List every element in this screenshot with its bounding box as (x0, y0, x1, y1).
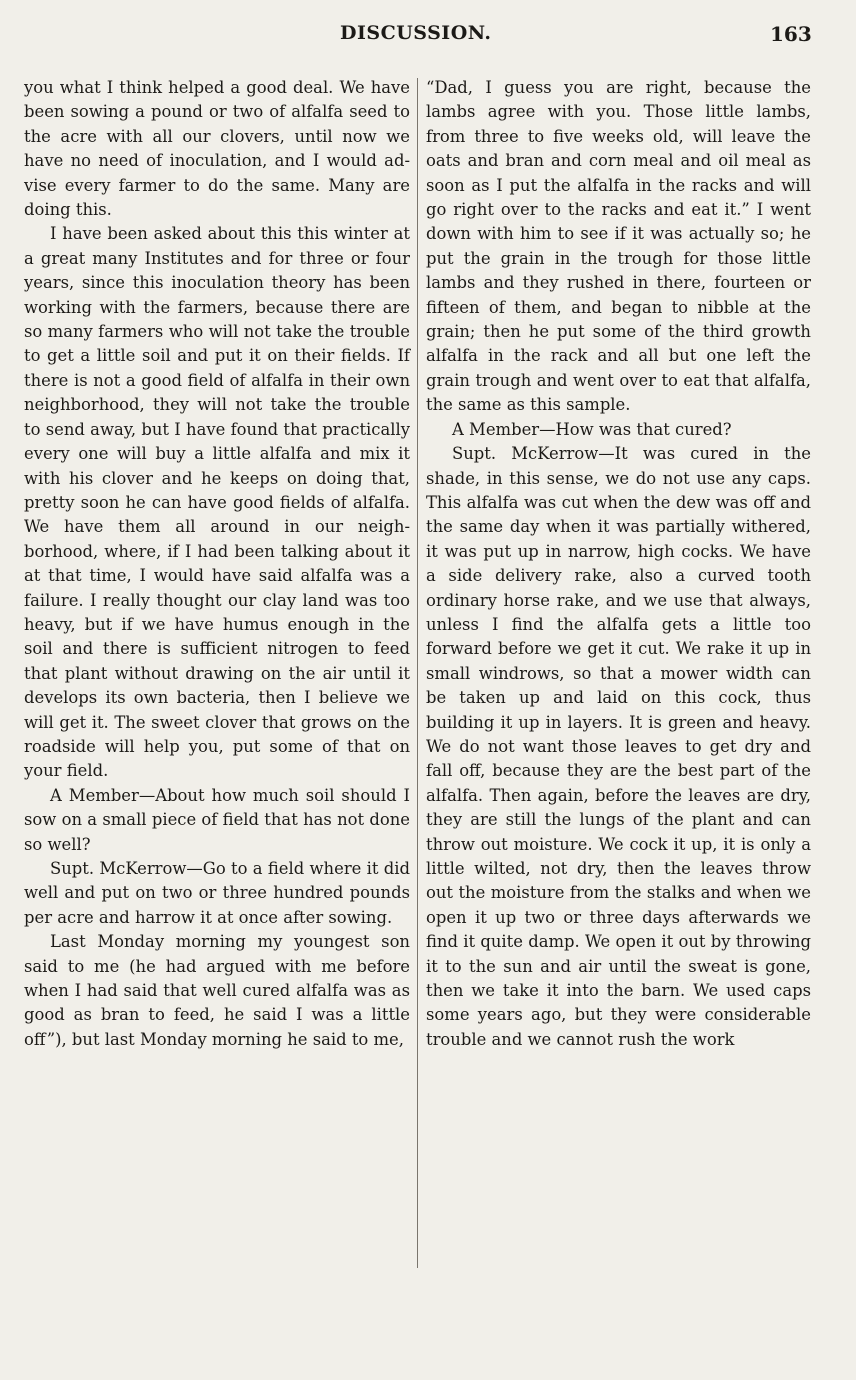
page-number: 163 (770, 22, 812, 46)
column-divider (417, 78, 418, 1268)
right-column (426, 76, 811, 1052)
paragraph: I have been asked about this this winter at a great many Institutes and for three or four years, since this inoculation theory has been working with the farmers, because there are so many farmers who will not take the trouble to get a little soil and put it on their fields. If there is not a good field of alfalfa in their own neighborhood, they will not take the trouble to send away, but I have found that practically every one will buy a little alfalfa and mix it with his clover and he keeps on doing that, pretty soon he can have good fields of alfalfa. We have them all around in our neighborhood, where, if I had been talking about it at that time, I would have said alfalfa was a failure. I really thought our clay land was too heavy, but if we have humus enough in the soil and there is sufficient nitrogen to feed that plant without drawing on the air until it develops its own bacteria, then I believe we will get it. The sweet clover that grows on the roadside will help you, put some of that on your field. (24, 224, 410, 781)
left-column (24, 76, 410, 1052)
paragraph: Last Monday morning my youngest son said to me (he had argued with me before when I had said that well cured alfalfa was as good as bran to feed, he said I was a little off”), but last Monday morning he said to me, (24, 932, 410, 1049)
paragraph: A Member—How was that cured? (452, 419, 732, 439)
paragraph: Supt. McKerrow—It was cured in the shade, in this sense, we do not use any caps. This alfalfa was cut when the dew was off and the same day when it was partially withered, it was put up in narrow, high cocks. We have a side delivery rake, also a curved tooth ordinary horse rake, and we use that always, unless I find the alfalfa gets a little too forward before we get it cut. We rake it up in small windrows, so that a mower width can be taken up and laid on this cock, thus building it up in layers. It is green and heavy. We do not want those leaves to get dry and fall off, because they are the best part of the alfalfa. Then again, before the leaves are dry, they are still the lungs of the plant and can throw out moisture. We cock it up, it is only a little wilted, not dry, then the leaves throw out the moisture from the stalks and when we open it up two or three days afterwards we find it quite damp. We open it out by throwing it to the sun and air until the sweat is gone, then we take it into the barn. We used caps some years ago, but they were considerable trouble and we cannot rush the work (426, 444, 811, 1049)
paragraph: you what I think helped a good deal. We have been sowing a pound or two of alfalfa seed to the acre with all our clovers, until now we have no need of inoculation, and I would advise every farmer to do the same. Many are doing this. (24, 78, 410, 220)
paragraph: A Member—About how much soil should I sow on a small piece of field that has not done so well? (24, 785, 410, 854)
paragraph: “Dad, I guess you are right, because the lambs agree with you. Those little lambs, from three to five weeks old, will leave the oats and bran and corn meal and oil meal as soon as I put the alfalfa in the racks and will go right over to the racks and eat it.” I went down with him to see if it was actually so; he put the grain in the trough for those little lambs and they rushed in there, fourteen or fifteen of them, and began to nibble at the grain; then he put some of the third growth alfalfa in the rack and all but one left the grain trough and went over to eat that alfalfa, the same as this sample. (426, 78, 811, 415)
running-title: DISCUSSION. (340, 22, 492, 44)
paragraph: Supt. McKerrow—Go to a field where it did well and put on two or three hundred pounds per acre and harrow it at once after sowing. (24, 859, 410, 927)
